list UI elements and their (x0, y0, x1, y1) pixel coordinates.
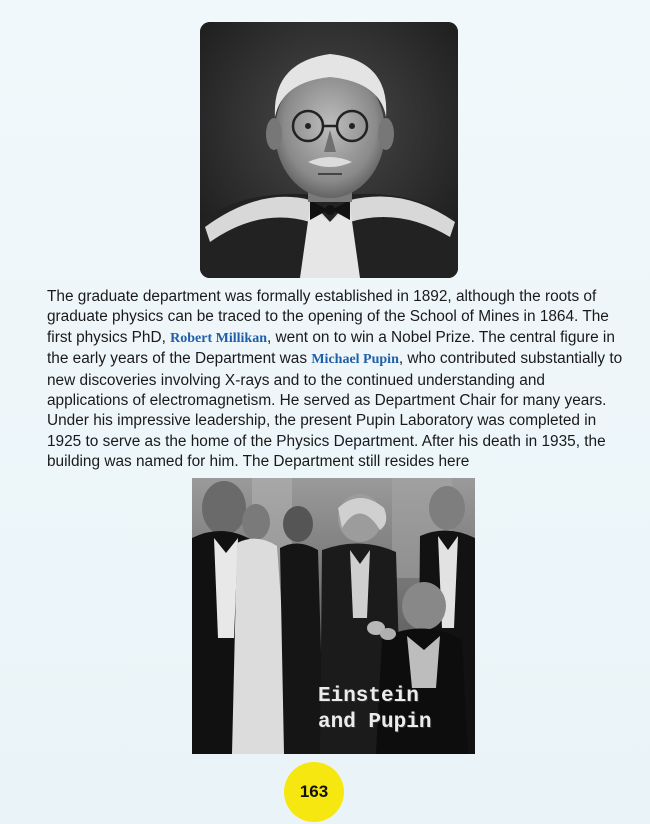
caption-line-1: Einstein (318, 685, 419, 708)
portrait-photo (200, 22, 458, 278)
robert-millikan-link[interactable]: Robert Millikan (170, 330, 267, 346)
photo-caption (318, 684, 431, 736)
page-number-badge (284, 762, 344, 822)
paragraph-text-3: , who contributed substantially to new discoveries involving X-rays and to the continued understanding and applications of electromagnetism. He served as Department Chair for many years. Under his impressive leadership, the present Pupin Laboratory was completed in 1925 to serve as the home of the Physics Department. After his death in 1935, the building was named for him. The Department still resides here (47, 350, 623, 471)
page-number-text: 163 (299, 782, 329, 801)
caption-line-2: and Pupin (318, 711, 432, 734)
paragraph-text-2: , went on to win a Nobel Prize. The central figure in the early years of the Department was (47, 328, 615, 368)
portrait-image (200, 22, 458, 278)
michael-pupin-link[interactable]: Michael Pupin (311, 352, 399, 368)
body-paragraph (47, 287, 627, 473)
paragraph-text-1: The graduate department was formally established in 1892, although the roots of graduate physics can be traced to the opening of the School of Mines in 1864. The first physics PhD, (47, 288, 609, 346)
